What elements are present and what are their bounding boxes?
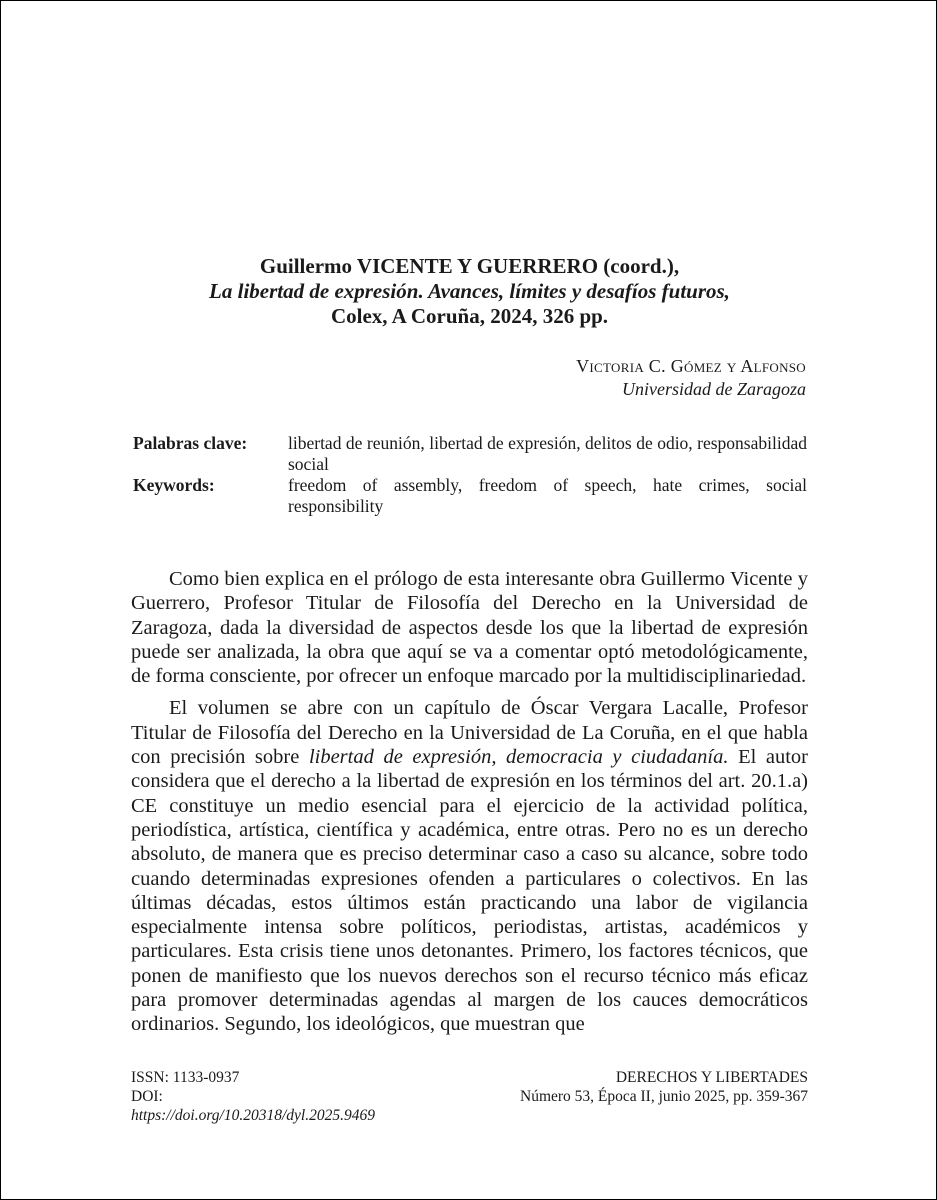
doi-label: DOI: [131,1088,163,1105]
paragraph-1: Como bien explica en el prólogo de esta interesante obra Guillermo Vicente y Guerrero, Profesor Titular de Filosofía del Derecho en la Universidad de Zaragoza, dada la diversidad de aspectos desde los que la libertad de expresión puede ser analizada, la obra que aquí se va a comentar optó metodológicamente, de forma consciente, por ofrecer un enfoque marcado por la multidisciplinariedad. [131,568,808,688]
issue-info: Número 53, Época II, junio 2025, pp. 359-367 [520,1088,808,1105]
paragraph-2-part-a: El volumen se abre con un capítulo de Óscar Vergara Lacalle, Profesor Titular de Filosofía del Derecho en la Universidad de La Coruña, en el que habla con precisión sobre [131,697,808,769]
keywords-spanish [133,433,807,475]
journal-name: DERECHOS Y LIBERTADES [615,1069,808,1086]
keywords-english-label: Keywords: [133,475,215,495]
keywords-english [133,475,807,517]
reviewer-name: Victoria C. Gómez y Alfonso [576,356,806,376]
issn: ISSN: 1133-0937 [131,1069,240,1086]
paragraph-2-italic-topic: libertad de expresión, democracia y ciudadanía. [308,746,729,769]
paragraph-2 [131,696,808,1036]
review-heading [131,254,808,329]
heading-publisher-line: Colex, A Coruña, 2024, 326 pp. [330,304,609,328]
body-text [131,567,808,1037]
doi-line [131,1087,375,1125]
footer-right [520,1068,808,1106]
paragraph-2-part-b: El autor considera que el derecho a la libertad de expresión en los términos del art. 20.1.a) CE constituye un medio esencial para el ejercicio de la actividad política, periodística, artística, científica y académica, entre otras. Pero no es un derecho absoluto, de manera que es preciso determinar caso a caso su alcance, sobre todo cuando determinadas expresiones ofenden a particulares o colectivos. En las últimas décadas, estos últimos están practicando una labor de vigilancia especialmente intensa sobre políticos, periodistas, artistas, académicos y particulares. Esta crisis tiene unos detonantes. Primero, los factores técnicos, que ponen de manifiesto que los nuevos derechos son el recurso técnico más eficaz para promover determinadas agendas al margen de los cauces democráticos ordinarios. Segundo, los ideológicos, que muestran que [131,746,808,1036]
doi-link[interactable]: https://doi.org/10.20318/dyl.2025.9469 [131,1107,375,1124]
reviewer-affiliation: Universidad de Zaragoza [622,379,806,399]
footer-left [131,1068,375,1125]
heading-author-line: Guillermo VICENTE Y GUERRERO (coord.), [259,254,680,278]
heading-book-title: La libertad de expresión. Avances, límites y desafíos futuros, [209,279,730,303]
keywords-spanish-label: Palabras clave: [133,433,248,453]
keywords-spanish-text: libertad de reunión, libertad de expresión, delitos de odio, responsabilidad social [288,433,807,474]
keywords-english-text: freedom of assembly, freedom of speech, hate crimes, social responsibility [288,475,807,516]
reviewer-block [576,355,806,401]
